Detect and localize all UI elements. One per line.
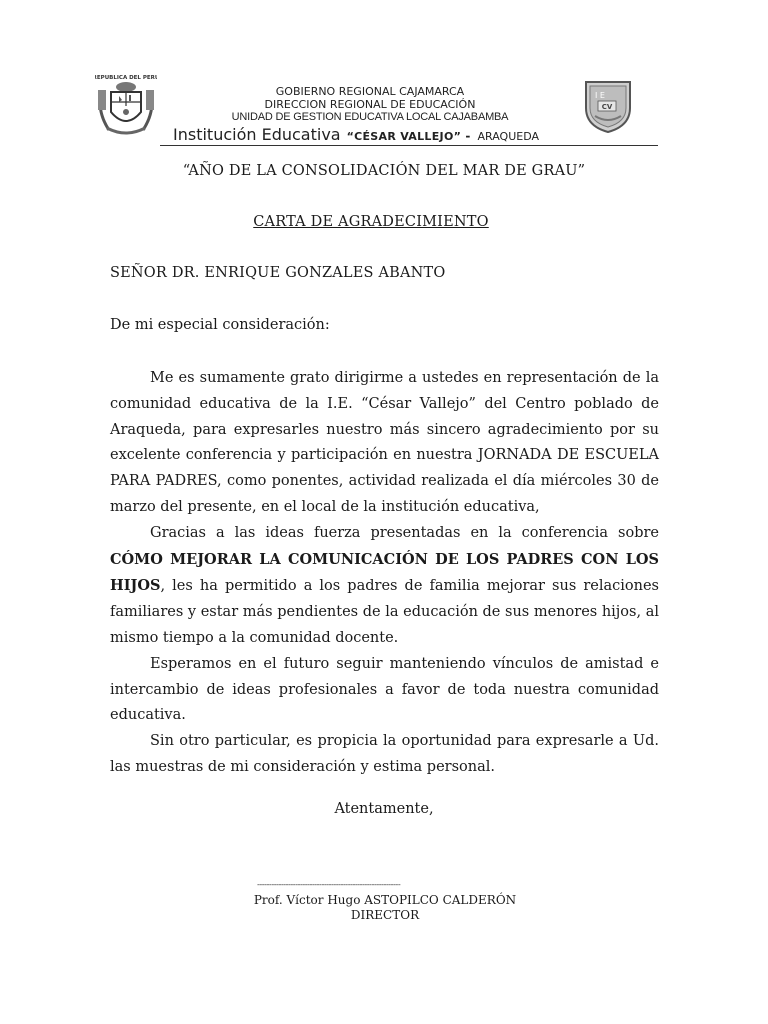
paragraph-2-start: Gracias a las ideas fuerza presentadas en la conferencia sobre (150, 524, 659, 541)
directorate-line: DIRECCION REGIONAL DE EDUCACIÓN (264, 98, 476, 111)
ugel-line: UNIDAD DE GESTION EDUCATIVA LOCAL CAJABAMBA (231, 111, 509, 123)
year-motto: “AÑO DE LA CONSOLIDACIÓN DEL MAR DE GRAU” (182, 163, 586, 179)
institution-dash: - (461, 129, 475, 143)
letterhead-text (175, 85, 565, 124)
paragraph-3: Esperamos en el futuro seguir manteniendo vínculos de amistad e intercambio de ideas profesionales a favor de toda nuestra comunidad educativa. (110, 655, 659, 724)
salutation: De mi especial consideración: (110, 317, 330, 333)
school-shield-icon (583, 78, 633, 134)
institution-label: Institución Educativa (173, 125, 341, 144)
closing (0, 801, 768, 817)
addressee: SEÑOR DR. ENRIQUE GONZALES ABANTO (110, 265, 446, 281)
paragraph-2 (110, 521, 659, 652)
signature-line: ------------------------------------------------------------ (257, 880, 401, 889)
svg-text:I E: I E (595, 91, 605, 100)
peru-coat-of-arms-icon (95, 72, 157, 138)
government-line: GOBIERNO REGIONAL CAJAMARCA (275, 85, 465, 98)
institution-place: ARAQUEDA (477, 130, 539, 143)
institution-name: “CÉSAR VALLEJO” (346, 130, 462, 143)
letter-body (110, 366, 659, 781)
signatory-name: Prof. Víctor Hugo ASTOPILCO CALDERÓN (253, 893, 517, 907)
letterhead-divider (160, 145, 658, 146)
letterhead (95, 72, 665, 150)
paragraph-1: Me es sumamente grato dirigirme a ustedes en representación de la comunidad educativa de la I.E. “César Vallejo” del Centro poblado de Araqueda, para expresarles nuestro más sincero agradecimiento por su excelente conferencia y participación en nuestra JORNADA DE ESCUELA PARA PADRES, como ponentes, actividad realizada el día miércoles 30 de marzo del presente, en el local de la institución educativa, (110, 370, 659, 515)
paragraph-4: Sin otro particular, es propicia la oportunidad para expresarle a Ud. las muestras de mi consideración y estima personal. (110, 733, 659, 775)
document-title: CARTA DE AGRADECIMIENTO (253, 214, 489, 230)
signatory-role: DIRECTOR (350, 908, 420, 922)
closing-text: Atentamente, (334, 801, 434, 817)
paragraph-2-end: , les ha permitido a los padres de familia mejorar sus relaciones familiares y estar más pendientes de la educación de sus menores hijos, al mismo tiempo a la comunidad docente. (110, 578, 659, 646)
svg-text:REPUBLICA DEL PERU: REPUBLICA DEL PERU (95, 75, 157, 81)
svg-text:CV: CV (601, 103, 613, 111)
conference-topic: CÓMO MEJORAR LA COMUNICACIÓN DE LOS PADRES CON LOS HIJOS (110, 550, 659, 595)
